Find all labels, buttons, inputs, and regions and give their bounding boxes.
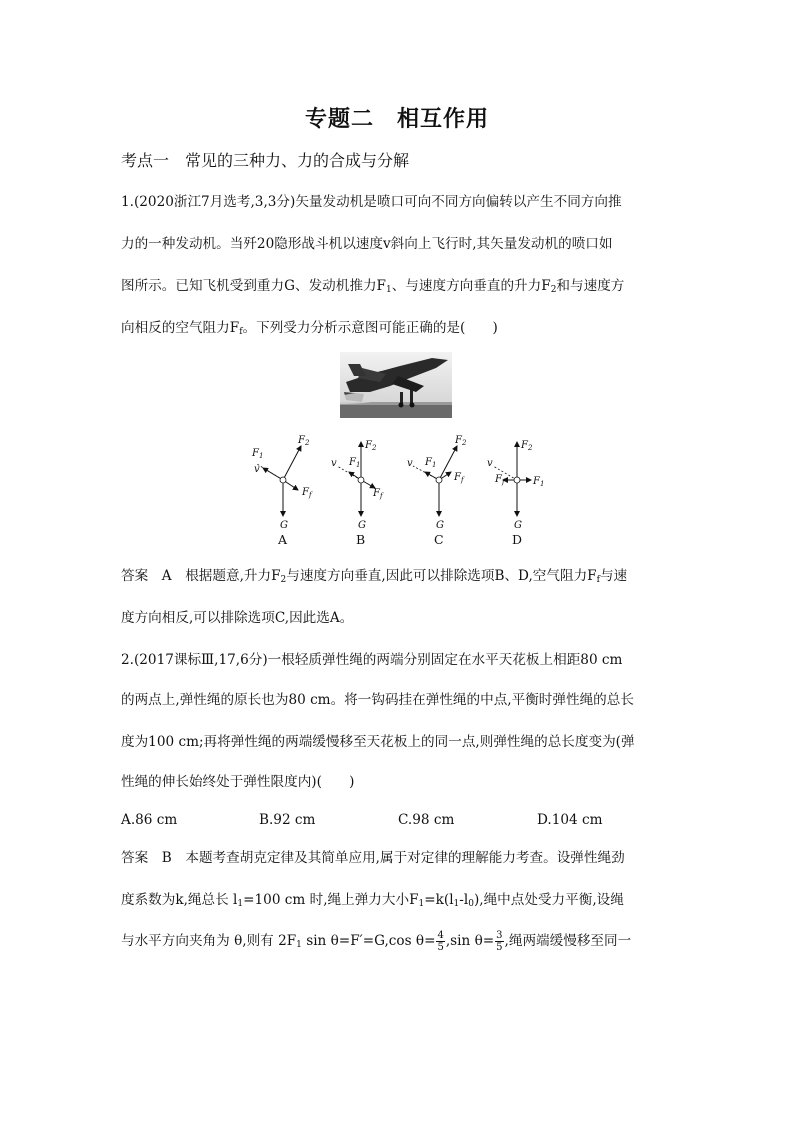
option-label-c: C (434, 532, 444, 547)
label-ff-b: $F_f$ (373, 488, 383, 500)
q2-option-a: A.86 cm (121, 812, 178, 828)
label-f1-c: $F_1$ (425, 457, 437, 469)
diagram-c (407, 435, 467, 547)
label-g-d: G (514, 520, 522, 531)
label-ff-d: $F_f$ (495, 474, 505, 486)
diagram-a (251, 435, 313, 547)
label-g-a: G (280, 520, 288, 531)
diagram-b (331, 440, 384, 547)
label-ff-c: $F_f$ (454, 472, 464, 484)
label-f1-d: $F_1$ (533, 476, 545, 488)
diagram-d (487, 440, 544, 547)
label-v-a: v (254, 464, 260, 475)
label-v-d: v (487, 458, 493, 469)
q1-answer-line-2: 度方向相反,可以排除选项C,因此选A。 (121, 610, 354, 626)
q1-answer-line-1: 答案 A 根据题意,升力$F_2$与速度方向垂直,因此可以排除选项B、D,空气阻力$F_f$与速 (121, 568, 628, 585)
section-heading: 考点一 常见的三种力、力的合成与分解 (121, 151, 410, 170)
fraction-cos: $\frac{4}{5}$ (437, 930, 444, 953)
label-f2-a: $F_2$ (298, 435, 310, 447)
label-f2-c: $F_2$ (455, 435, 467, 447)
option-label-d: D (512, 532, 523, 547)
q1-line-3: 图所示。已知飞机受到重力G、发动机推力$F_1$、与速度方向垂直的升力$F_2$和与速度方 (121, 278, 625, 295)
label-f2-b: $F_2$ (365, 440, 377, 452)
q2-option-d: D.104 cm (537, 812, 603, 828)
label-f1-a: $F_1$ (252, 448, 264, 460)
q1-line-4: 向相反的空气阻力$F_f$。下列受力分析示意图可能正确的是( ) (121, 320, 498, 337)
fraction-sin: $\frac{3}{5}$ (496, 930, 503, 953)
label-v-c: v (407, 458, 413, 469)
label-g-c: G (436, 520, 444, 531)
option-label-a: A (278, 532, 288, 547)
q2-answer-line-1: 答案 B 本题考查胡克定律及其简单应用,属于对定律的理解能力考查。设弹性绳劲 (121, 850, 625, 866)
label-f2-d: $F_2$ (521, 440, 533, 452)
fighter-jet-photo (340, 352, 452, 418)
label-f1-b: $F_1$ (349, 457, 361, 469)
q2-line-4: 性绳的伸长始终处于弹性限度内)( ) (121, 774, 355, 790)
q2-answer-line-3: 与水平方向夹角为 θ,则有 $2F_1$ sin θ=F′=G,cos θ= $\frac{4}{5}$ ,sin θ= $\frac{3}{5}$ ,绳两端缓慢移至同一 (121, 930, 632, 953)
label-g-b: G (358, 520, 366, 531)
force-diagrams (245, 432, 565, 550)
q2-option-c: C.98 cm (398, 812, 455, 828)
q2-line-1: 2.(2017课标Ⅲ,17,6分)一根轻质弹性绳的两端分别固定在水平天花板上相距80 cm (121, 652, 623, 668)
q2-line-3: 度为100 cm;再将弹性绳的两端缓慢移至天花板上的同一点,则弹性绳的总长度变为(弹 (121, 734, 635, 750)
option-label-b: B (356, 532, 366, 547)
page-title: 专题二 相互作用 (304, 107, 489, 132)
q1-line-2: 力的一种发动机。当歼20隐形战斗机以速度v斜向上飞行时,其矢量发动机的喷口如 (121, 236, 613, 252)
label-ff-a: $F_f$ (302, 487, 312, 499)
q1-line-1: 1.(2020浙江7月选考,3,3分)矢量发动机是喷口可向不同方向偏转以产生不同方向推 (121, 194, 622, 210)
q2-answer-line-2: 度系数为k,绳总长 $l_1=100$ cm 时,绳上弹力大小$F_1=k(l_1-l_0)$,绳中点处受力平衡,设绳 (121, 892, 624, 909)
q2-options (121, 812, 641, 832)
label-v-b: v (331, 458, 337, 469)
q2-line-2: 的两点上,弹性绳的原长也为80 cm。将一钩码挂在弹性绳的中点,平衡时弹性绳的总长 (121, 692, 634, 708)
q2-option-b: B.92 cm (259, 812, 316, 828)
